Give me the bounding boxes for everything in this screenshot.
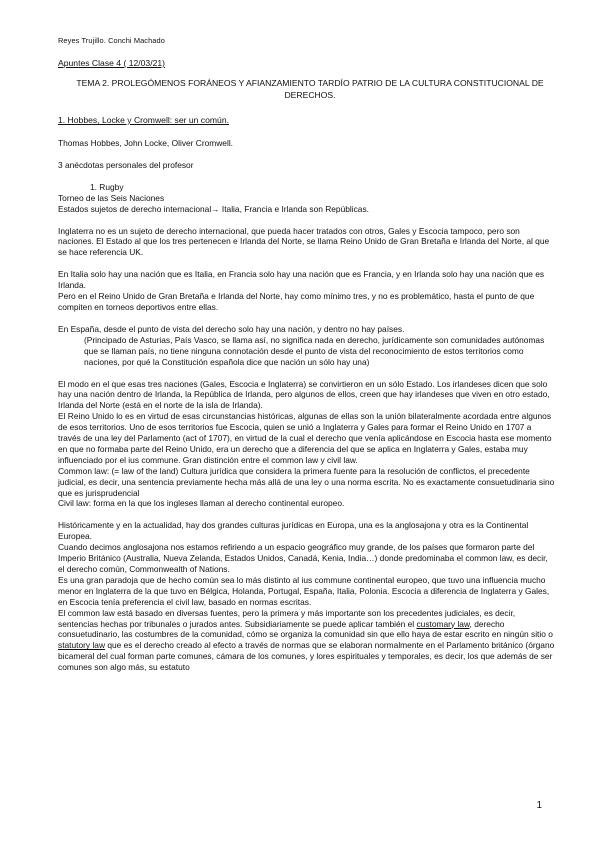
torneo-line: Torneo de las Seis Naciones xyxy=(58,192,165,203)
underlined-term: statutory law xyxy=(58,640,106,651)
paragraph: Common law: (= law of the land) Cultura jurídica que considera la primera fuente para la resolución de conflictos, el precedente judicial, es decir, una sentencia previamente hecha más allá de una ley o una norma escrita. No es exactamente consuetudinaria sino que es jurisprudencial xyxy=(58,465,555,498)
paragraph: Civil law: forma en la que los ingleses llaman al derecho continental europeo. xyxy=(58,498,345,509)
paragraph xyxy=(58,608,556,673)
body-text xyxy=(58,138,556,673)
paragraph: El Reino Unido lo es en virtud de esas circunstancias históricas, algunas de ellas son la unión bilateralmente acordada entre algunos de esos territorios. Uno de esos territorios fue Escocia, quien se unió a Inglaterra y Gales para formar el Reino Unido en 1707 a través de una ley del Parlamento (act of 1707), en virtud de la cual el derecho que venía aplicándose en Escocia hasta ese momento en que no formaba parte del Reino Unido, era un derecho que a diferencia del que se aplica en Inglaterra y Gales, estaba muy influenciado por el ius commune. Gran distinción entre el common law y civil law. xyxy=(58,411,552,465)
page-header: Reyes Trujillo. Conchi Machado xyxy=(58,36,165,45)
section-heading: 1. Hobbes, Locke y Cromwell: ser un común. xyxy=(58,115,229,125)
class-notes-subtitle: Apuntes Clase 4 ( 12/03/21) xyxy=(58,58,166,68)
paragraph: Es una gran paradoja que de hecho común sea lo más distinto al ius commune continental europeo, que tuvo una influencia mucho menor en Inglaterra de la que tuvo en Bélgica, Holanda, Portugal, España, Italia, Polonia. Escocia a diferencia de Inglaterra y Gales, en Escocia tenía preferencia el civil law, basado en normas escritas. xyxy=(58,574,550,607)
list-item-rugby: 1. Rugby xyxy=(90,181,124,192)
paragraph: El modo en el que esas tres naciones (Gales, Escocia e Inglaterra) se convirtieron en un sólo Estado. Los irlandeses dicen que solo hay una nación dentro de Irlanda, la República de Irlanda, pero algunos de ellos, creen que hay irlandeses que viven en otro estado, Irlanda del Norte (está en el norte de la isla de Irlanda). xyxy=(58,378,550,411)
topic-title: TEMA 2. PROLEGÓMENOS FORÁNEOS Y AFIANZAMIENTO TARDÍO PATRIO DE LA CULTURA CONSTITUCIONAL DE DERECHOS. xyxy=(76,78,544,100)
paragraph: Cuando decimos anglosajona nos estamos refiriendo a un espacio geográfico muy grande, de los países que formaron parte del Imperio Británico (Australia, Nueva Zelanda, Estados Unidos, Canadá, Kenia, India…) donde predominaba el common law, es decir, el derecho común, Commonwealth of Nations. xyxy=(58,542,548,574)
paragraph: En Italia solo hay una nación que es Italia, en Francia solo hay una nación que es Francia, y en Irlanda solo hay una nación que es Irlanda. xyxy=(58,269,545,291)
paragraph: Inglaterra no es un sujeto de derecho internacional, que pueda hacer tratados con otros, Gales y Escocia tampoco, pero son naciones. El Estado al que los tres pertenecen e Irlanda del Norte, se llama Reino Unido de Gran Bretaña e Irlanda del Norte, al que se hace referencia UK. xyxy=(58,225,550,258)
text-run: que es el derecho creado al efecto a través de normas que se elaboran normalmente en el Parlamento británico (órgano bicameral del cual forman parte comunes, cámara de los comunes, y lores espirituales y temporales, es decir, los que además de ser comunes son algo más, su estatuto xyxy=(58,640,555,673)
page-number: 1 xyxy=(536,800,542,811)
paragraph: En España, desde el punto de vista del derecho solo hay una nación, y dentro no hay países. xyxy=(58,323,405,334)
intro-line: 3 anécdotas personales del profesor xyxy=(58,159,194,170)
paragraph-indented: (Principado de Asturias, País Vasco, se llama así, no significa nada en derecho, jurídicamente son comunidades autónomas que se llaman país, no tiene ninguna connotación desde el punto de vista del reconocimiento de estos territorios como naciones, por qué la Constitución española dice que nación un sólo hay una) xyxy=(84,334,545,367)
paragraph: Pero en el Reino Unido de Gran Bretaña e Irlanda del Norte, hay como mínimo tres, y no es problemático, hasta el punto de que compiten en torneos deportivos entre ellas. xyxy=(58,291,535,312)
text-run: El common law está basado en diversas fuentes, pero la primera y más importante son los precedentes judiciales, es decir, sentencias hechas por tribunales o jurados antes. Subsidiariamente se puede aplicar también el xyxy=(58,607,516,629)
text-run: , derecho consuetudinario, las costumbres de la comunidad, cómo se organiza la comunidad sin que ello haya de estar escrito en ningún sitio o xyxy=(58,618,553,640)
paragraph: Históricamente y en la actualidad, hay dos grandes culturas jurídicas en Europa, una es la anglosajona y otra es la Continental Europea. xyxy=(58,520,529,542)
underlined-term: customary law xyxy=(416,618,470,629)
authors-line: Thomas Hobbes, John Locke, Oliver Cromwell. xyxy=(58,138,234,148)
estados-line: Estados sujetos de derecho internacional→ Italia, Francia e Irlanda son Repúblicas. xyxy=(58,203,369,214)
